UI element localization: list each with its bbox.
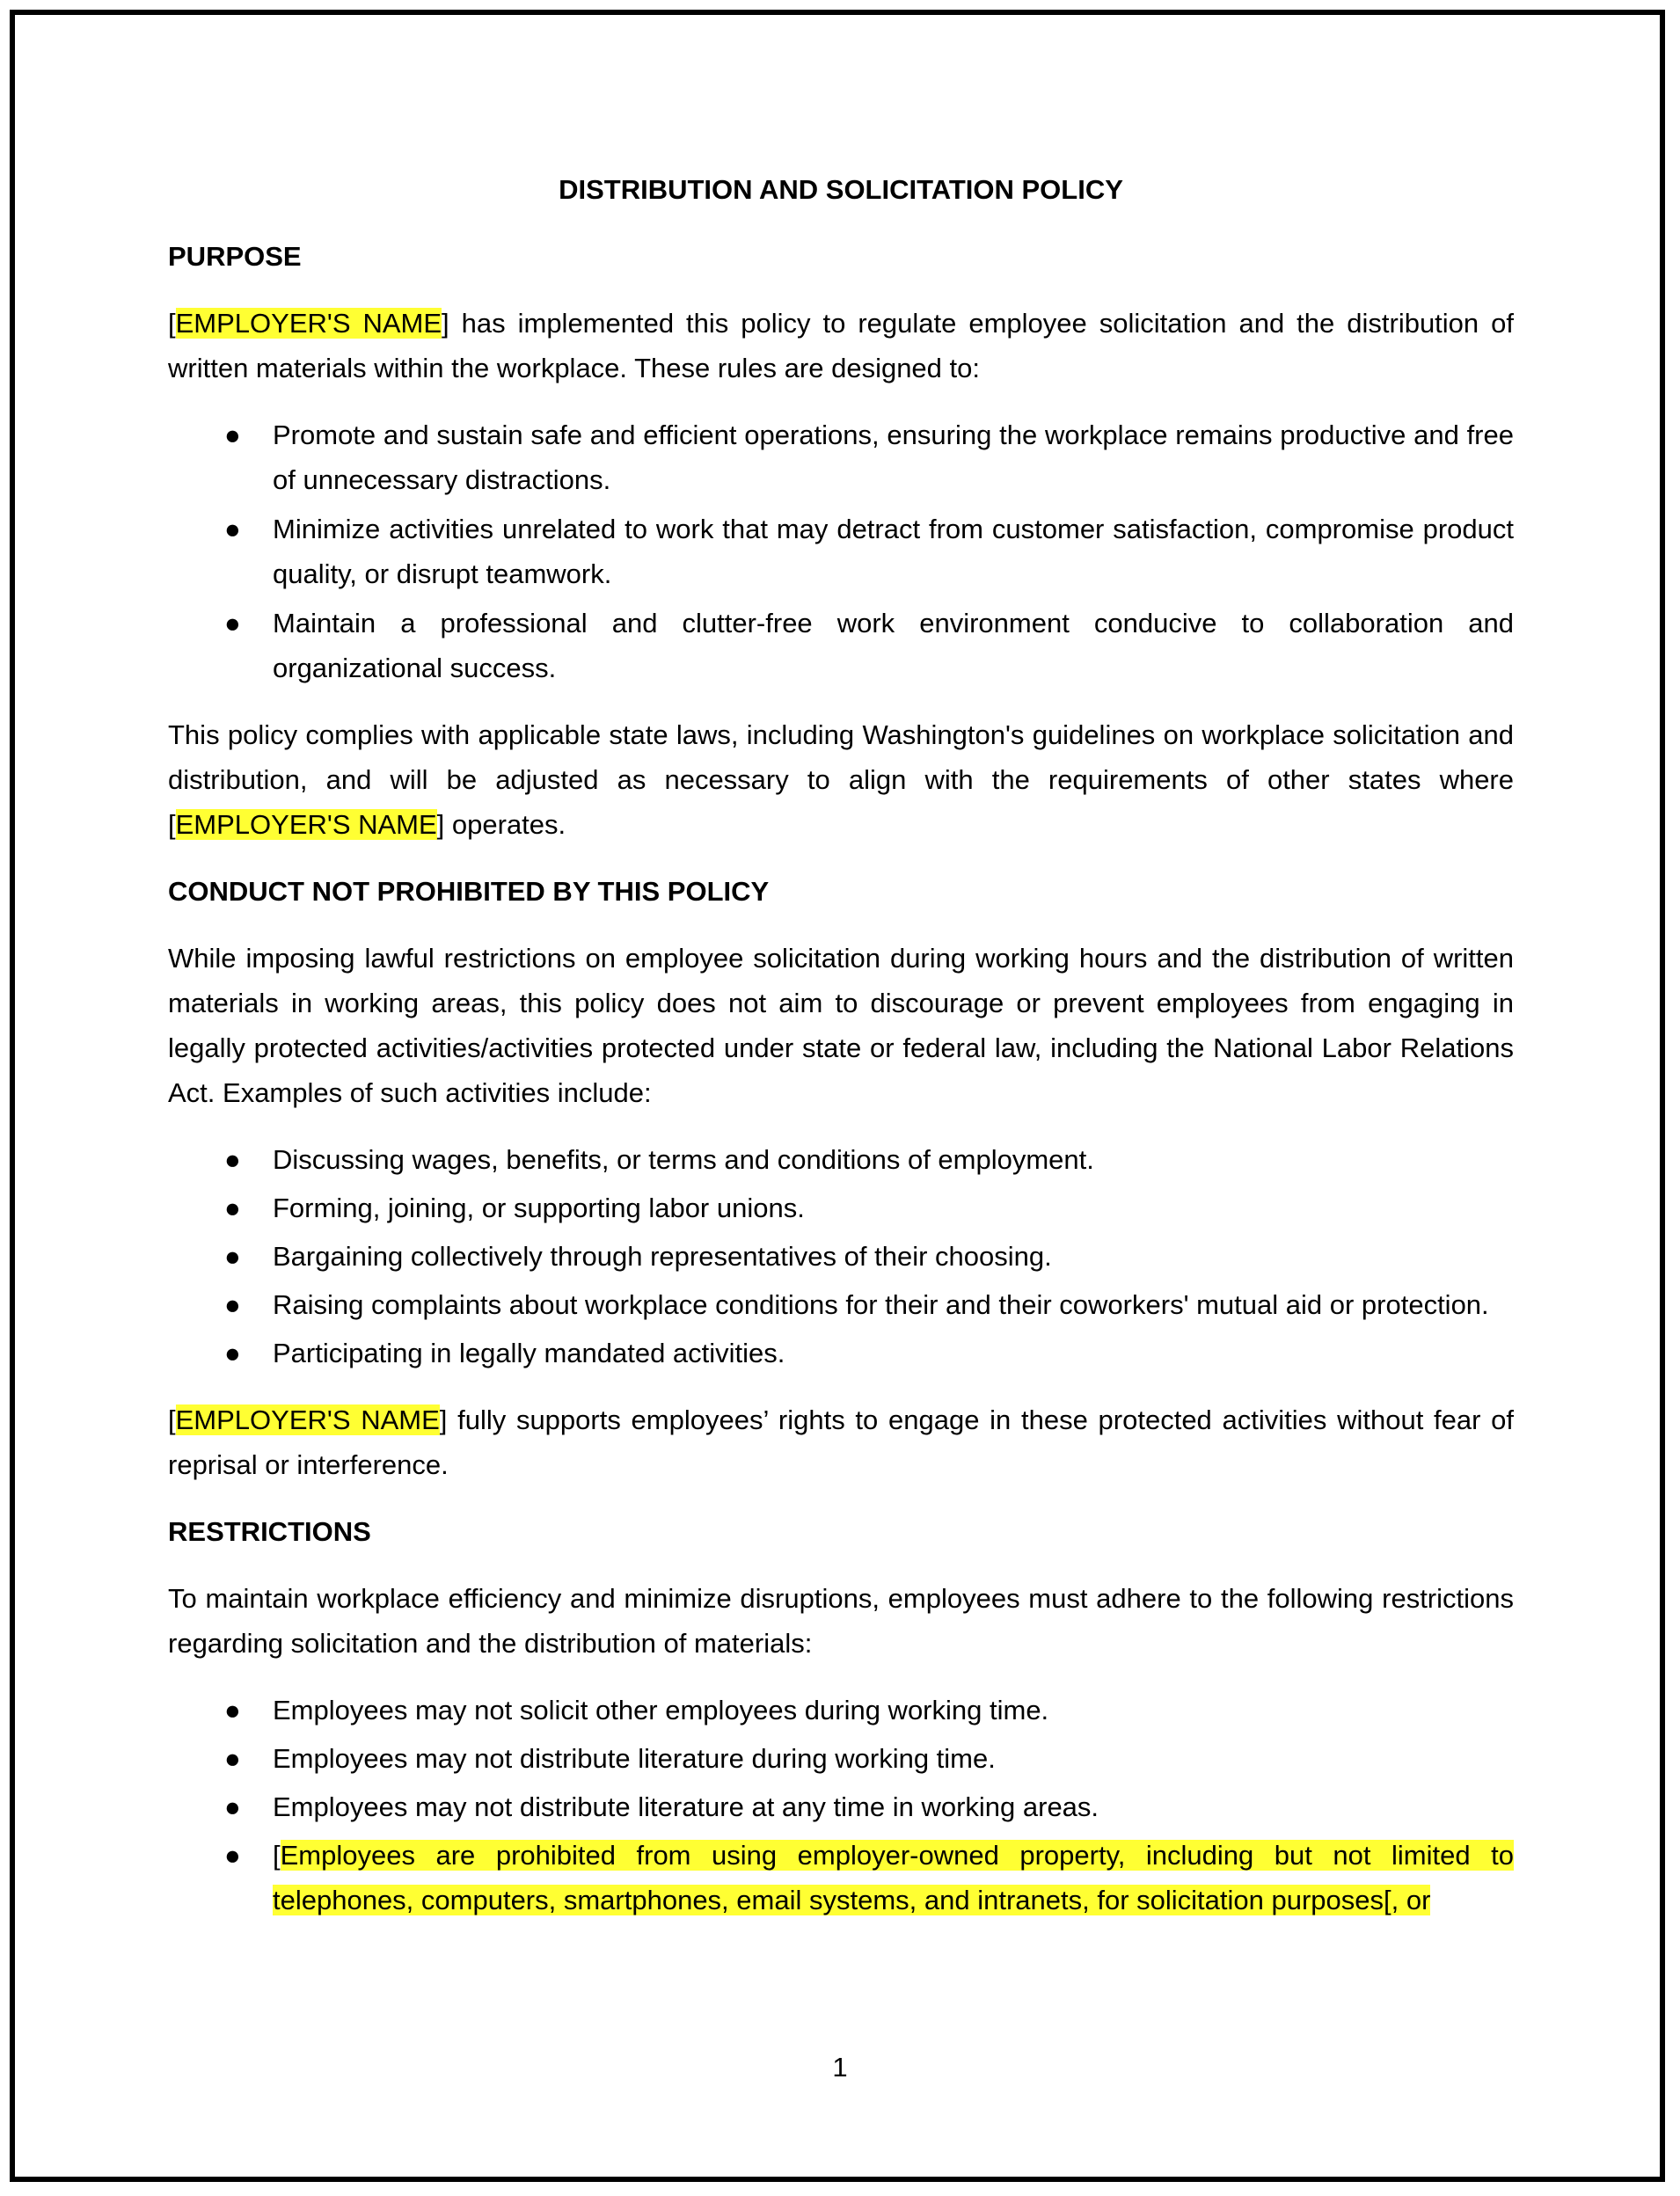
bullet-icon: ● [224, 1144, 241, 1175]
employer-name-placeholder: EMPLOYER'S NAME [175, 1404, 440, 1435]
list-item-text: Minimize activities unrelated to work that may detract from customer satisfaction, compromise product quality, or disrupt teamwork. [273, 514, 1514, 589]
purpose-intro-paragraph [168, 301, 1514, 390]
list-item-text: Employees may not distribute literature during working time. [273, 1743, 996, 1774]
bullet-icon: ● [224, 1695, 241, 1725]
support-paragraph [168, 1397, 1514, 1487]
list-item [168, 1234, 1514, 1279]
page-number: 1 [832, 2052, 848, 2083]
employer-name-placeholder: EMPLOYER'S NAME [175, 308, 442, 339]
compliance-text: This policy complies with applicable state laws, including Washington's guidelines on workplace solicitation and distribution, and will be adjusted as necessary to align with the requirements of other states where [ [168, 719, 1514, 840]
list-item [168, 1186, 1514, 1230]
list-item [168, 1282, 1514, 1327]
list-item [168, 1833, 1514, 1922]
bullet-icon: ● [224, 1840, 241, 1871]
list-item-text: Discussing wages, benefits, or terms and conditions of employment. [273, 1144, 1094, 1175]
support-text: ] fully supports employees’ rights to engage in these protected activities without fear of reprisal or interference. [168, 1404, 1515, 1480]
list-item-text: Raising complaints about workplace conditions for their and their coworkers' mutual aid or protection. [273, 1289, 1489, 1320]
list-item [168, 1137, 1514, 1182]
bullet-icon: ● [224, 1791, 241, 1822]
document-body [168, 167, 1514, 1944]
employer-name-placeholder: EMPLOYER'S NAME [175, 809, 437, 840]
list-item-text: Employees may not solicit other employees during working time. [273, 1695, 1049, 1725]
bracket-open: [ [273, 1840, 281, 1871]
list-item [168, 1736, 1514, 1781]
purpose-intro-text: ] has implemented this policy to regulate employee solicitation and the distribution of written materials within the workplace. These rules are designed to: [168, 308, 1514, 383]
list-item [168, 507, 1514, 596]
list-item-text: Employees may not distribute literature at any time in working areas. [273, 1791, 1099, 1822]
conduct-intro-paragraph: While imposing lawful restrictions on employee solicitation during working hours and the distribution of written materials in working areas, this policy does not aim to discourage or prevent employees from engaging in legally protected activities/activities protected under state or federal law, including the National Labor Relations Act. Examples of such activities include: [168, 943, 1514, 1108]
conduct-bullet-list [168, 1137, 1514, 1375]
list-item-text: Promote and sustain safe and efficient operations, ensuring the workplace remains productive and free of unnecessary distractions. [273, 420, 1514, 495]
list-item [168, 1331, 1514, 1375]
list-item [168, 601, 1514, 690]
restrictions-bullet-list [168, 1688, 1514, 1922]
list-item-text: Participating in legally mandated activities. [273, 1338, 785, 1368]
bullet-icon: ● [224, 608, 241, 638]
document-title: DISTRIBUTION AND SOLICITATION POLICY [559, 174, 1123, 205]
list-item-text: Maintain a professional and clutter-free work environment conducive to collaboration and organizational success. [273, 608, 1514, 683]
bullet-icon: ● [224, 1289, 241, 1320]
list-item-text: Forming, joining, or supporting labor unions. [273, 1193, 805, 1223]
bullet-icon: ● [224, 1743, 241, 1774]
bullet-icon: ● [224, 1241, 241, 1272]
bullet-icon: ● [224, 1338, 241, 1368]
list-item-text: Bargaining collectively through representatives of their choosing. [273, 1241, 1052, 1272]
list-item [168, 412, 1514, 502]
bullet-icon: ● [224, 420, 241, 450]
compliance-paragraph [168, 712, 1514, 847]
restrictions-intro-paragraph: To maintain workplace efficiency and minimize disruptions, employees must adhere to the following restrictions regarding solicitation and the distribution of materials: [168, 1583, 1514, 1659]
section-heading-conduct: CONDUCT NOT PROHIBITED BY THIS POLICY [168, 876, 770, 907]
list-item [168, 1784, 1514, 1829]
purpose-bullet-list [168, 412, 1514, 690]
section-heading-purpose: PURPOSE [168, 241, 302, 272]
section-heading-restrictions: RESTRICTIONS [168, 1516, 371, 1547]
compliance-text-end: ] operates. [436, 809, 566, 840]
bracket-open: [ [168, 1404, 176, 1435]
highlighted-placeholder-text: Employees are prohibited from using employer-owned property, including but not limited to telephones, computers, smartphones, email systems, and intranets, for solicitation purposes[, or [273, 1840, 1514, 1915]
bracket-open: [ [168, 308, 176, 339]
bullet-icon: ● [224, 1193, 241, 1223]
list-item [168, 1688, 1514, 1733]
bullet-icon: ● [224, 514, 241, 544]
